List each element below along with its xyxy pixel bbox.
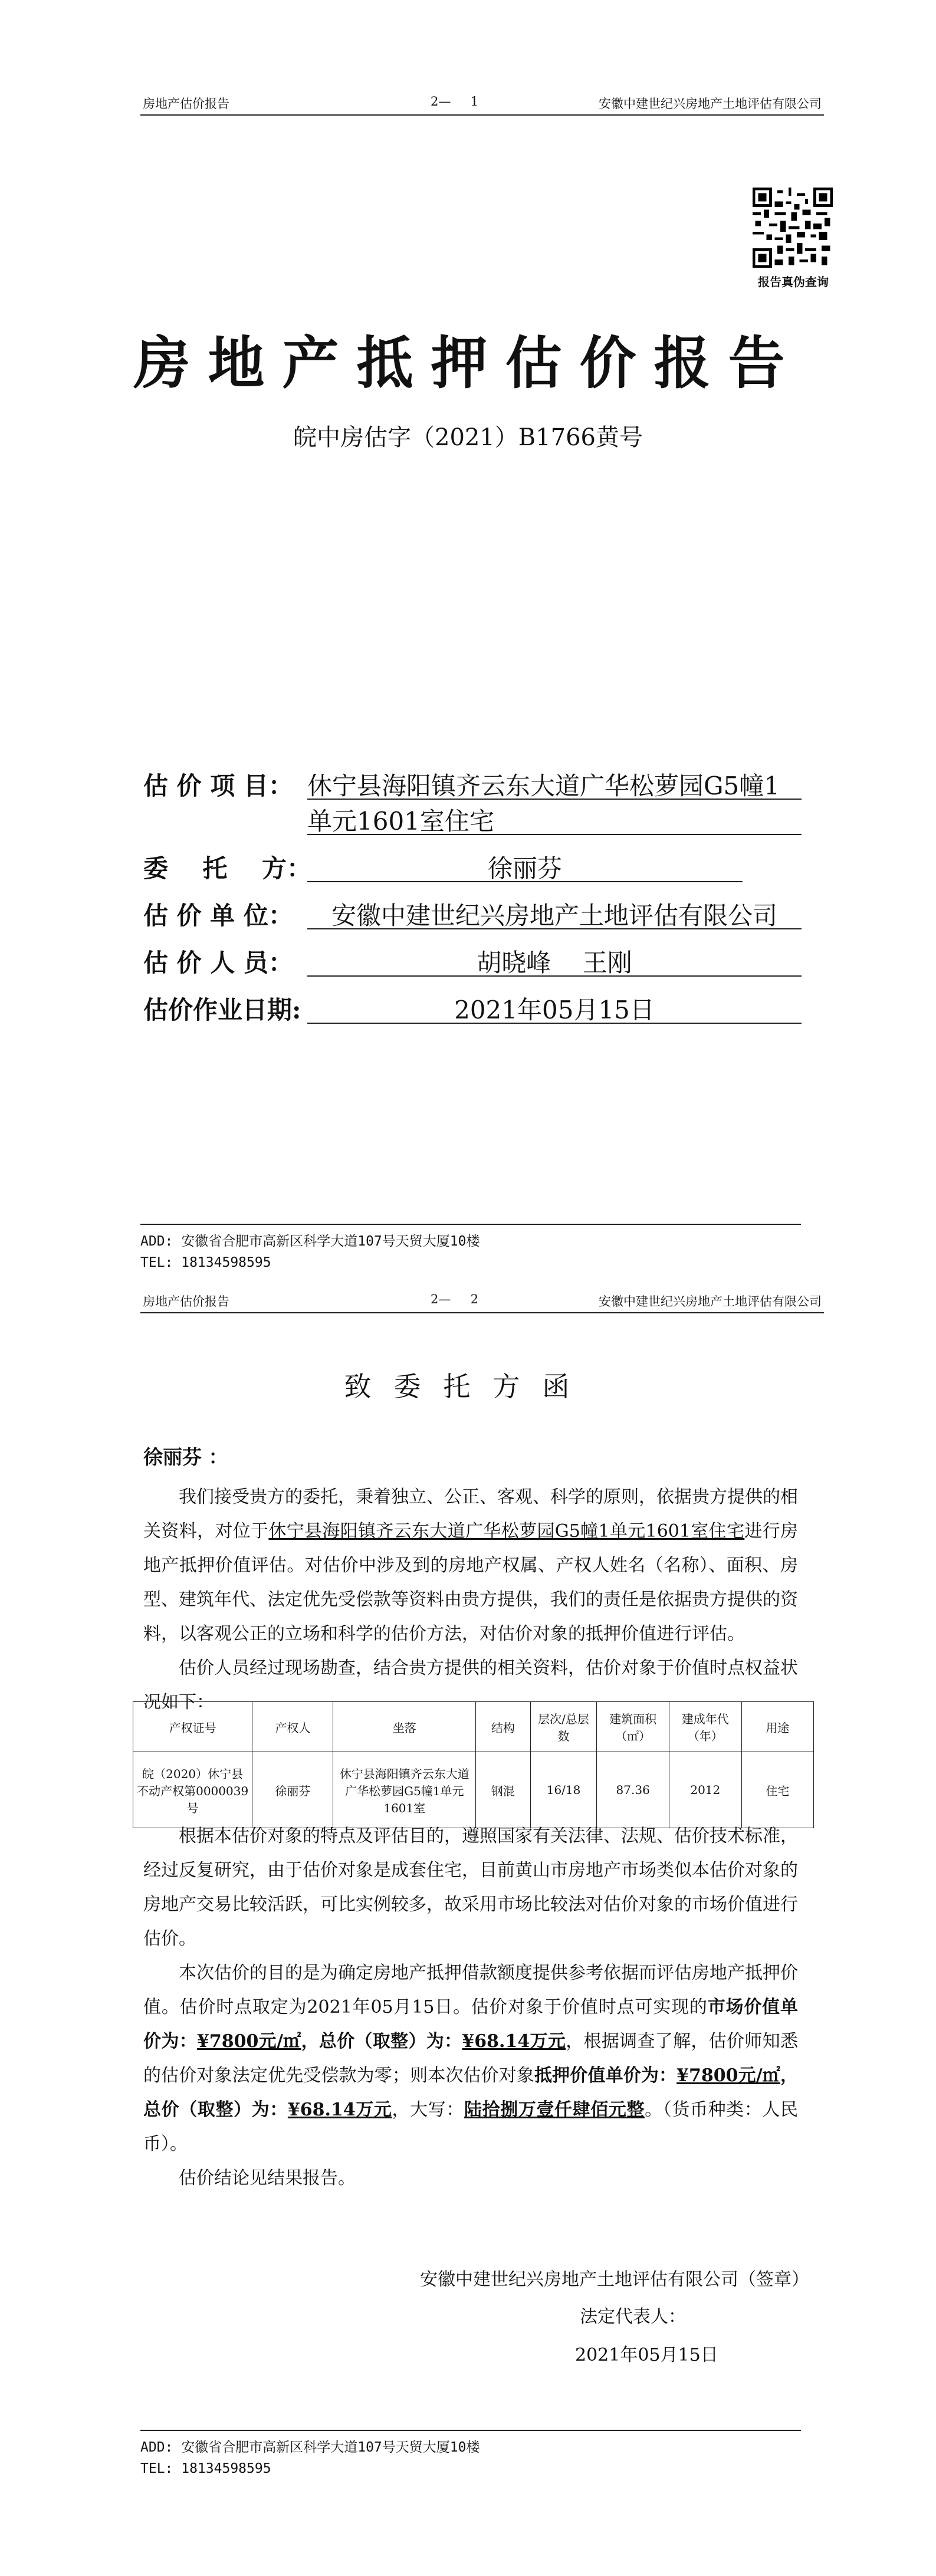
header-page-number: 2— 1	[431, 94, 479, 109]
info-row-date	[143, 991, 804, 1026]
header-page-number: 2— 2	[431, 1292, 479, 1306]
page-header	[140, 1290, 824, 1313]
page-header	[140, 92, 824, 116]
table-header-row	[133, 1702, 814, 1752]
qr-code[interactable]	[753, 188, 833, 268]
info-row-project	[143, 767, 804, 802]
info-value: 安徽中建世纪兴房地产土地评估有限公司	[307, 896, 802, 929]
cell-cert-no: 皖（2020）休宁县不动产权第0000039号	[133, 1752, 252, 1828]
letter-paragraph-4: 本次估价的目的是为确定房地产抵押借款额度提供参考依据而评估房地产抵押价值。估价时点取定为2021年05月15日。估价对象于价值时点可实现的市场价值单价为：¥7800元/㎡，总价（取整）为：¥68.14万元，根据调查了解，估价师知悉的估价对象法定优先受偿款为零；则本次估价对象抵押价值单价为：¥7800元/㎡，总价（取整）为：¥68.14万元，大写：陆拾捌万壹仟肆佰元整。（货币种类：人民币）。	[143, 1963, 799, 2154]
header-company: 安徽中建世纪兴房地产土地评估有限公司	[599, 97, 822, 111]
table-row	[133, 1752, 814, 1828]
info-value: 徐丽芬	[307, 849, 743, 882]
info-label: 估 价 项 目：	[143, 771, 293, 800]
report-number: 皖中房估字（2021）B1766黄号	[293, 424, 643, 451]
letter-paragraph-5: 估价结论见结果报告。	[179, 2168, 356, 2189]
info-row-project-cont	[143, 802, 804, 837]
col-header: 产权证号	[133, 1702, 252, 1752]
property-table	[133, 1701, 814, 1828]
col-header: 结构	[476, 1702, 531, 1752]
qr-label: 报告真伪查询	[758, 275, 829, 289]
report-title: 房地产抵押估价报告	[133, 330, 803, 396]
col-header: 产权人	[252, 1702, 333, 1752]
salutation: 徐丽芬 ：	[143, 1445, 228, 1468]
col-header: 用途	[741, 1702, 813, 1752]
info-value: 2021年05月15日	[307, 991, 802, 1024]
info-label: 估 价 人 员：	[143, 948, 293, 977]
cell-location: 休宁县海阳镇齐云东大道广华松萝园G5幢1单元1601室	[333, 1752, 476, 1828]
info-row-appraisers	[143, 944, 804, 979]
cell-area: 87.36	[597, 1752, 669, 1828]
cell-owner: 徐丽芬	[252, 1752, 333, 1828]
letter-paragraph-1: 我们接受贵方的委托，秉着独立、公正、客观、科学的原则，依据贵方提供的相关资料，对位于休宁县海阳镇齐云东大道广华松萝园G5幢1单元1601室住宅进行房地产抵押价值评估。对估价中涉及到的房地产权属、产权人姓名（名称）、面积、房型、建筑年代、法定优先受偿款等资料由贵方提供，我们的责任是依据贵方提供的资料，以客观公正的立场和科学的估价方法，对估价对象的抵押价值进行评估。 估价人员经过现场勘查，结合贵方提供的相关资料，估价对象于价值时点权益状况如下：	[143, 1480, 798, 1720]
signature-company: 安徽中建世纪兴房地产土地评估有限公司（签章）	[420, 2269, 809, 2290]
letter-paragraph-3: 根据本估价对象的特点及评估目的，遵照国家有关法律、法规、估价技术标准，经过反复研究，由于估价对象是成套住宅，目前黄山市房地产市场类似本估价对象的房地产交易比较活跃，可比实例较多，故采用市场比较法对估价对象的市场价值进行估价。 本次估价的目的是为确定房地产抵押借款额度提供参考依据而评估房地产抵押价值。估价时点取定为2021年05月15日。估价对象于价值时点可实现的市场价值单价为：¥7800元/㎡，总价（取整）为：¥68.14万元，根据调查了解，估价师知悉的估价对象法定优先受偿款为零；则本次估价对象抵押价值单价为：¥7800元/㎡，总价（取整）为：¥68.14万元，大写：陆拾捌万壹仟肆佰元整。（货币种类：人民币）。 估价结论见结果报告。	[143, 1819, 798, 2196]
letter-title: 致委托方函	[344, 1371, 592, 1402]
cell-year: 2012	[669, 1752, 742, 1828]
info-value: 胡晓峰 王刚	[307, 944, 802, 977]
letter-paragraph-2: 估价人员经过现场勘查，结合贵方提供的相关资料，估价对象于价值时点权益状况如下：	[143, 1658, 798, 1713]
property-address: 休宁县海阳镇齐云东大道广华松萝园G5幢1单元1601室住宅	[268, 1521, 745, 1542]
letter-page	[0, 1283, 936, 2576]
footer-address: ADD: 安徽省合肥市高新区科学大道107号天贸大厦10楼	[140, 1234, 480, 1249]
info-label: 估 价 单 位：	[143, 901, 293, 930]
col-header: 建筑面积（㎡）	[597, 1702, 669, 1752]
cell-floor: 16/18	[530, 1752, 597, 1828]
col-header: 建成年代（年）	[669, 1702, 742, 1752]
amount-in-words: 陆拾捌万壹仟肆佰元整	[464, 2099, 645, 2120]
header-company: 安徽中建世纪兴房地产土地评估有限公司	[599, 1294, 822, 1309]
cover-page	[0, 0, 936, 1283]
header-left: 房地产估价报告	[143, 97, 229, 111]
page-footer	[140, 2430, 801, 2479]
col-header: 层次/总层数	[530, 1702, 597, 1752]
cell-usage: 住宅	[741, 1752, 813, 1828]
info-value: 休宁县海阳镇齐云东大道广华松萝园G5幢1	[307, 767, 802, 800]
info-value: 单元1601室住宅	[307, 802, 802, 835]
info-row-client	[143, 849, 804, 885]
footer-tel: TEL: 18134598595	[140, 1255, 271, 1270]
header-left: 房地产估价报告	[143, 1294, 229, 1309]
signature-representative: 法定代表人：	[580, 2306, 686, 2327]
footer-address: ADD: 安徽省合肥市高新区科学大道107号天贸大厦10楼	[140, 2440, 480, 2455]
cell-structure: 钢混	[476, 1752, 531, 1828]
page-footer	[140, 1224, 801, 1273]
signature-date: 2021年05月15日	[575, 2345, 718, 2365]
col-header: 坐落	[333, 1702, 476, 1752]
info-label: 委 托 方：	[143, 854, 311, 883]
info-row-unit	[143, 896, 804, 932]
footer-tel: TEL: 18134598595	[140, 2461, 271, 2476]
info-label: 估价作业日期:	[143, 995, 301, 1024]
